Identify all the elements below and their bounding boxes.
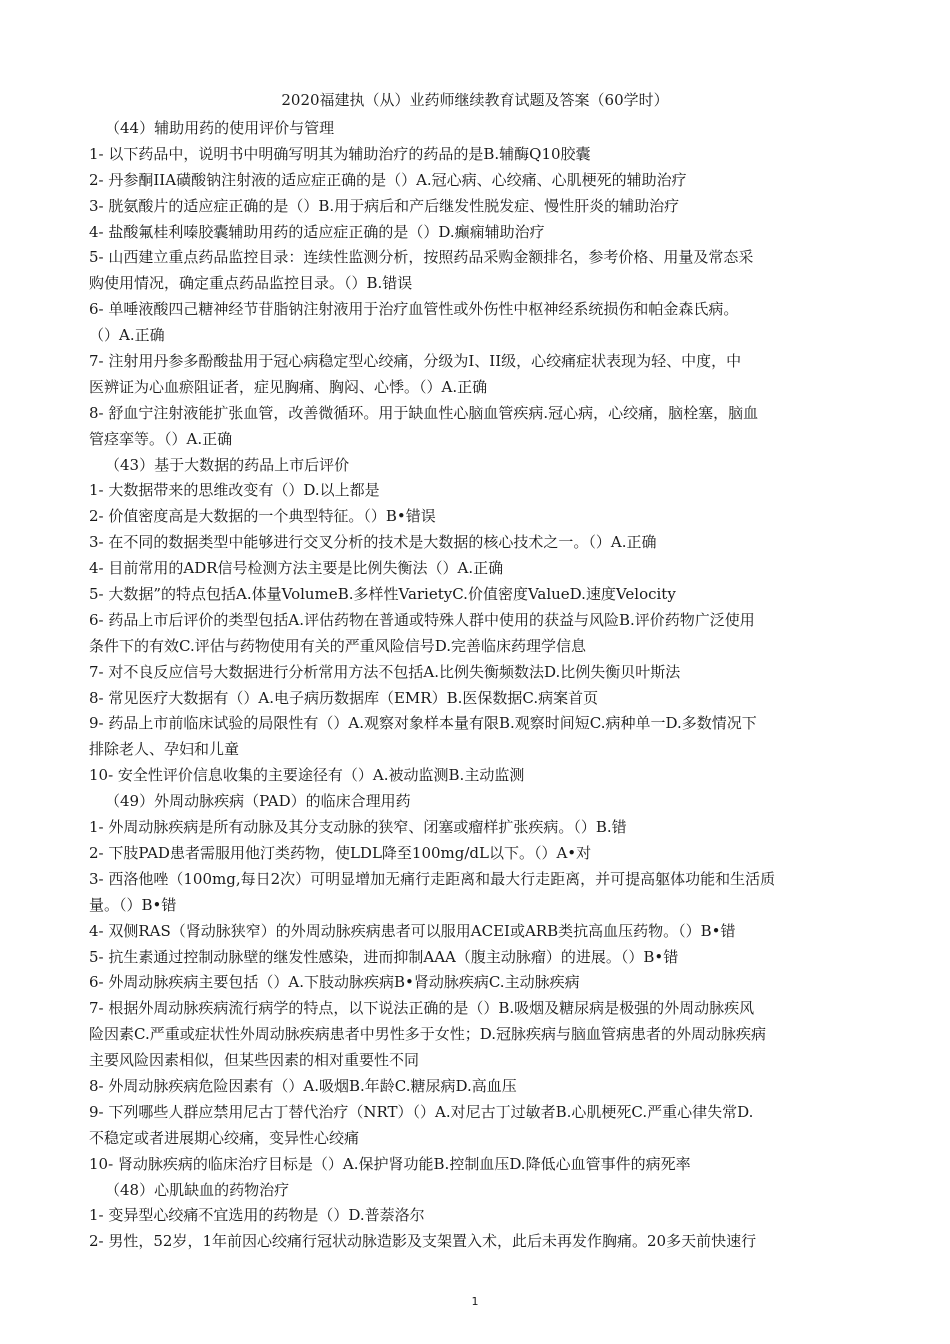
text-line: 4- 双侧RAS（肾动脉狭窄）的外周动脉疾病患者可以服用ACEI或ARB类抗高血压药物。（）B•错: [89, 921, 736, 940]
text-line: 购使用情况，确定重点药品监控目录。（）B.错误: [89, 274, 413, 293]
text-line: 主要风险因素相似，但某些因素的相对重要性不同: [89, 1051, 420, 1070]
text-line: 排除老人、孕妇和儿童: [89, 740, 240, 759]
text-line: 1- 外周动脉疾病是所有动脉及其分支动脉的狭窄、闭塞或瘤样扩张疾病。（）B.错: [89, 818, 627, 837]
text-line: （）A.正确: [89, 326, 165, 345]
page-number: 1: [471, 1295, 479, 1308]
text-line: 不稳定或者进展期心绞痛，变异性心绞痛: [89, 1128, 360, 1147]
text-line: 量。（）B•错: [89, 895, 177, 914]
text-line: 6- 外周动脉疾病主要包括（）A.下肢动脉疾病B•肾动脉疾病C.主动脉疾病: [89, 973, 580, 992]
text-line: 1- 以下药品中，说明书中明确写明其为辅助治疗的药品的是B.辅酶Q10胶囊: [89, 144, 591, 163]
text-line: 4- 目前常用的ADR信号检测方法主要是比例失衡法（）A.正确: [89, 559, 504, 578]
text-line: 2- 丹参酮IIA磺酸钠注射液的适应症正确的是（）A.冠心病、心绞痛、心肌梗死的辅助治疗: [89, 170, 687, 189]
text-line: 6- 药品上市后评价的类型包括A.评估药物在普通或特殊人群中使用的获益与风险B.评价药物广泛使用: [89, 610, 755, 629]
text-line: 3- 在不同的数据类型中能够进行交叉分析的技术是大数据的核心技术之一。（）A.正确: [89, 533, 657, 552]
text-line: 2- 价值密度高是大数据的一个典型特征。（）B•错误: [89, 507, 436, 526]
section-heading: （48）心肌缺血的药物治疗: [105, 1180, 290, 1199]
text-line: 3- 胱氨酸片的适应症正确的是（）B.用于病后和产后继发性脱发症、慢性肝炎的辅助治疗: [89, 196, 680, 215]
section-heading: （43）基于大数据的药品上市后评价: [105, 455, 350, 474]
text-line: 条件下的有效C.评估与药物使用有关的严重风险信号D.完善临床药理学信息: [89, 636, 586, 655]
text-line: 2- 男性，52岁，1年前因心绞痛行冠状动脉造影及支架置入术，此后未再发作胸痛。20多天前快速行: [89, 1232, 757, 1251]
text-line: 7- 对不良反应信号大数据进行分析常用方法不包括A.比例失衡频数法D.比例失衡贝叶斯法: [89, 662, 681, 681]
text-line: 6- 单唾液酸四己糖神经节苷脂钠注射液用于治疗血管性或外伤性中枢神经系统损伤和帕金森氏病。: [89, 300, 739, 319]
text-line: 8- 舒血宁注射液能扩张血管，改善微循环。用于缺血性心脑血管疾病.冠心病，心绞痛，脑栓塞，脑血: [89, 403, 759, 422]
text-line: 2- 下肢PAD患者需服用他汀类药物，使LDL降至100mg/dL以下。（）A•对: [89, 843, 592, 862]
section-heading: （44）辅助用药的使用评价与管理: [105, 119, 335, 137]
text-line: 4- 盐酸氟桂利嗪胶囊辅助用药的适应症正确的是（）D.癫痫辅助治疗: [89, 222, 545, 241]
text-line: 10- 安全性评价信息收集的主要途径有（）A.被动监测B.主动监测: [89, 766, 525, 785]
text-line: 5- 抗生素通过控制动脉壁的继发性感染，进而抑制AAA（腹主动脉瘤）的进展。（）B•错: [89, 947, 679, 966]
text-line: 险因素C.严重或症状性外周动脉疾病患者中男性多于女性；D.冠脉疾病与脑血管病患者的外周动脉疾病: [89, 1025, 766, 1044]
text-line: 3- 西洛他唑（100mg,每日2次）可明显增加无痛行走距离和最大行走距离，并可提高躯体功能和生活质: [89, 869, 776, 888]
text-line: 9- 药品上市前临床试验的局限性有（）A.观察对象样本量有限B.观察时间短C.病种单一D.多数情况下: [89, 714, 757, 733]
text-line: 8- 外周动脉疾病危险因素有（）A.吸烟B.年龄C.糖尿病D.高血压: [89, 1076, 517, 1095]
text-line: 9- 下列哪些人群应禁用尼古丁替代治疗（NRT）（）A.对尼古丁过敏者B.心肌梗死C.严重心律失常D.: [89, 1102, 754, 1121]
text-line: 5- 大数据”的特点包括A.体量VolumeB.多样性VarietyC.价值密度ValueD.速度Velocity: [89, 585, 676, 604]
text-line: 10- 肾动脉疾病的临床治疗目标是（）A.保护肾功能B.控制血压D.降低心血管事件的病死率: [89, 1154, 691, 1173]
section-heading: （49）外周动脉疾病（PAD）的临床合理用药: [105, 792, 411, 811]
text-line: 1- 大数据带来的思维改变有（）D.以上都是: [89, 481, 380, 500]
text-line: 5- 山西建立重点药品监控目录：连续性监测分析，按照药品采购金额排名，参考价格、用量及常态采: [89, 248, 754, 267]
text-line: 7- 根据外周动脉疾病流行病学的特点，以下说法正确的是（）B.吸烟及糖尿病是极强的外周动脉疾风: [89, 999, 755, 1018]
document-body: [89, 116, 864, 1255]
text-line: 7- 注射用丹参多酚酸盐用于冠心病稳定型心绞痛，分级为I、II级，心绞痛症状表现为轻、中度，中: [89, 352, 742, 371]
text-line: 医辨证为心血瘀阻证者，症见胸痛、胸闷、心悸。（）A.正确: [89, 377, 488, 396]
text-line: 1- 变异型心绞痛不宜选用的药物是（）D.普萘洛尔: [89, 1206, 425, 1225]
document-title: 2020福建执（从）业药师继续教育试题及答案（60学时）: [281, 91, 669, 109]
text-line: 8- 常见医疗大数据有（）A.电子病历数据库（EMR）B.医保数据C.病案首页: [89, 688, 599, 707]
text-line: 管痉挛等。（）A.正确: [89, 429, 233, 448]
